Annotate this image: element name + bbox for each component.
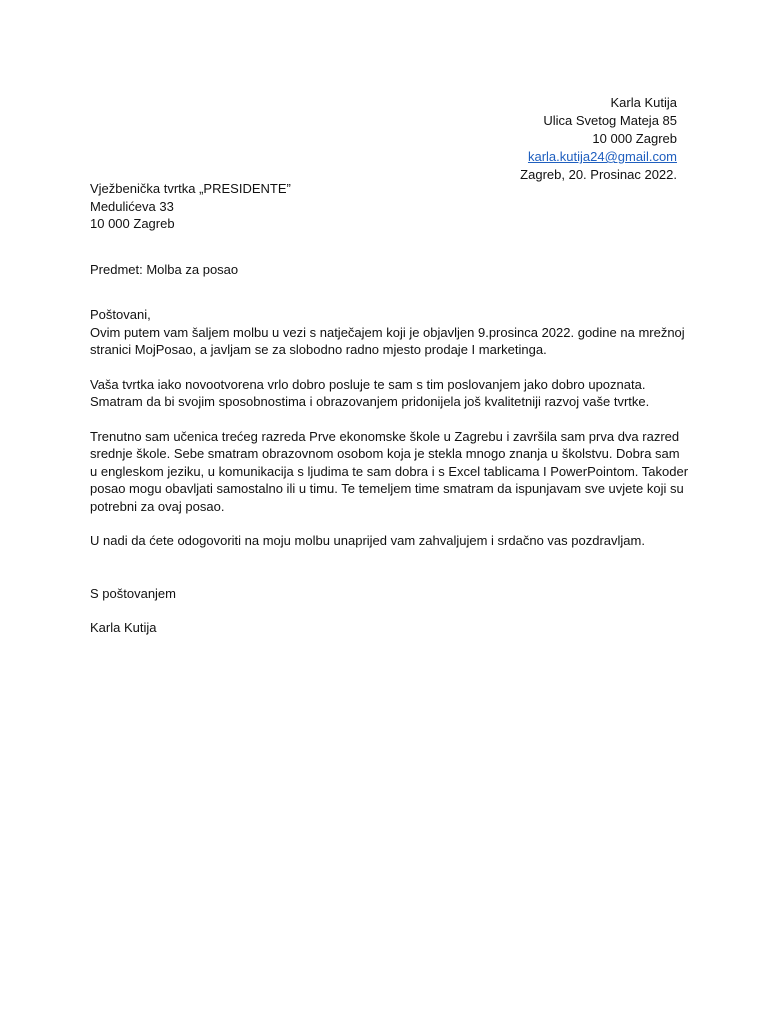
letter-body: [90, 180, 690, 637]
letter-signature: Karla Kutija: [90, 620, 157, 635]
letter-subject: Predmet: Molba za posao: [90, 261, 239, 277]
sender-address-block: [520, 94, 677, 184]
paragraph-1: Ovim putem vam šaljem molbu u vezi s natječajem koji je objavljen 9.prosinca 2022. godine na mrežnoj stranici MojPosao, a javljam se za slobodno radno mjesto prodaje I marketinga.: [90, 324, 685, 357]
sender-city: 10 000 Zagreb: [592, 131, 677, 146]
letter-closing: S poštovanjem: [90, 585, 176, 601]
sender-email-link[interactable]: karla.kutija24@gmail.com: [527, 149, 677, 164]
paragraph-2: Vaša tvrtka iako novootvorena vrlo dobro posluje te sam s tim poslovanjem jako dobro upoznata. Smatram da bi svojim sposobnostima i obrazovanjem pridonijela još kvalitetniji razvoj vaše tvrtke.: [90, 376, 650, 409]
letter-date: Zagreb, 20. Prosinac 2022.: [520, 167, 677, 182]
paragraph-3: Trenutno sam učenica trećeg razreda Prve ekonomske škole u Zagrebu i završila sam prva dva razred srednje škole. Sebe smatram obrazovnom osobom koja je stekla mnogo znanja u školstvu. Dobra sam u engleskom jeziku, u komunikacija s ljudima te sam dobra i s Excel tablicama I PowerPointom. Takoder posao mogu obavljati samostalno ili u timu. Te temeljem time smatram da ispunjavam sve uvjete koji su potrebni za ovaj posao.: [90, 428, 689, 514]
sender-street: Ulica Svetog Mateja 85: [543, 113, 677, 128]
paragraph-4: U nadi da ćete odogovoriti na moju molbu unaprijed vam zahvaljujem i srdačno vas pozdravljam.: [90, 533, 645, 548]
recipient-address-block: [90, 180, 690, 233]
recipient-city: 10 000 Zagreb: [90, 216, 175, 231]
sender-name: Karla Kutija: [610, 95, 677, 110]
recipient-company: Vježbenička tvrtka „PRESIDENTE”: [90, 181, 291, 196]
recipient-street: Medulićeva 33: [90, 198, 174, 214]
letter-salutation: Poštovani,: [90, 307, 151, 322]
